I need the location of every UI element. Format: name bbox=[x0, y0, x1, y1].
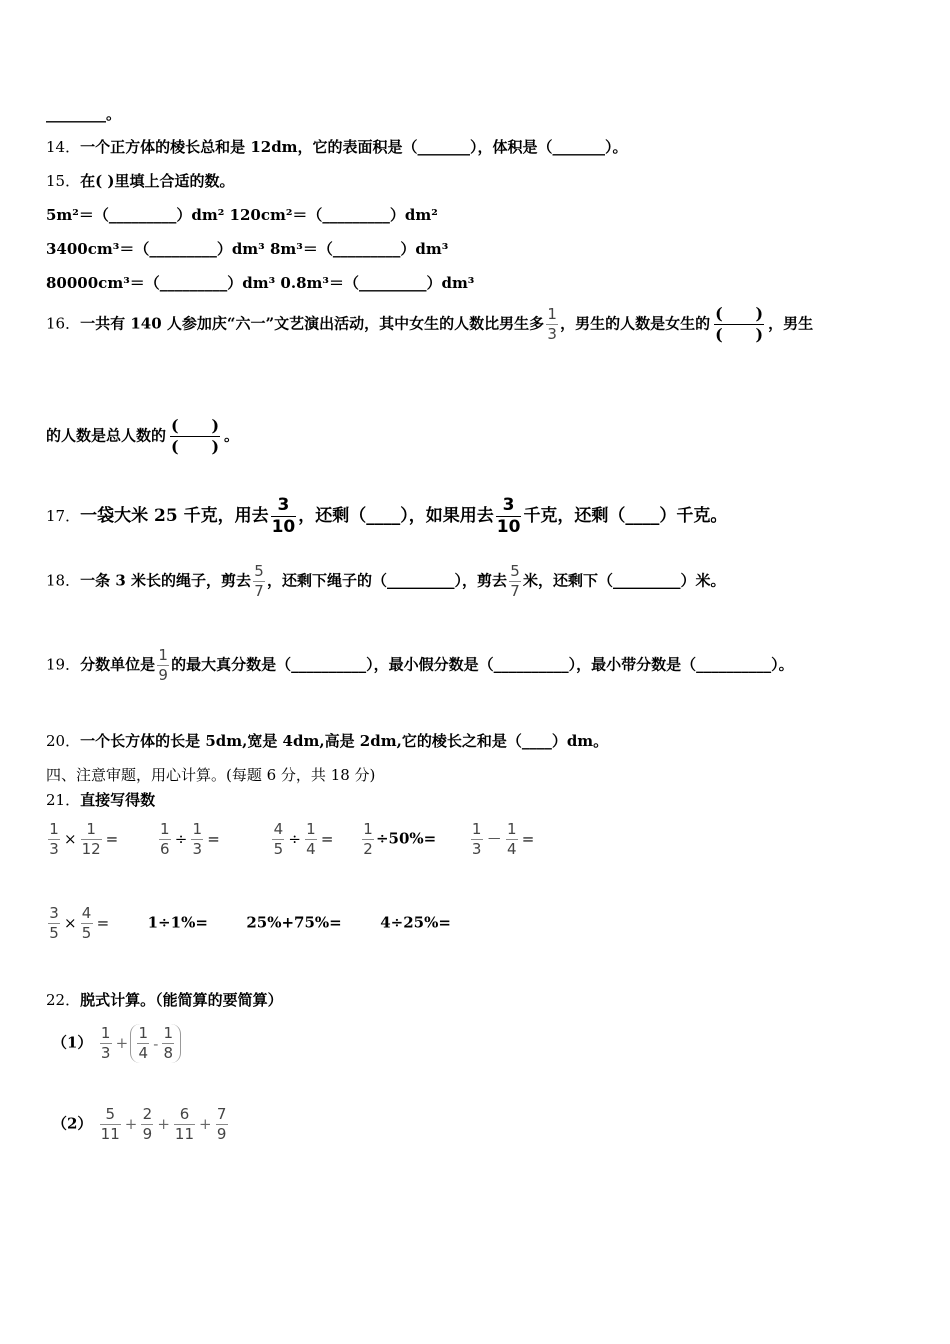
q22-part-2: （2） $\frac{5}{11}$ + $\frac{2}{9}$ + $\frac{6}{11}$ + $\frac{7}{9}$ bbox=[52, 1105, 227, 1143]
question-18: 18．一条 3 米长的绳子，剪去 $\frac{5}{7}$ ，还剩下绳子的（_________），剪去 $\frac{5}{7}$ 米，还剩下（_________）米。 bbox=[46, 562, 726, 600]
fraction: $\frac{1}{12}$ bbox=[81, 820, 101, 858]
question-number: 18． bbox=[46, 571, 81, 590]
fraction: $\frac{1}{4}$ bbox=[306, 820, 316, 858]
fraction: $\frac{3}{5}$ bbox=[49, 904, 59, 942]
fraction: $\frac{1}{2}$ bbox=[363, 820, 373, 858]
q13-tail: ________。 bbox=[46, 105, 122, 123]
question-title: 在( )里填上合适的数。 bbox=[80, 172, 235, 190]
fraction: $\frac{1}{3}$ bbox=[100, 1024, 111, 1062]
question-number: 16． bbox=[46, 314, 81, 333]
fraction: $\frac{1}{4}$ bbox=[506, 820, 517, 858]
question-number: 19． bbox=[46, 655, 81, 674]
fraction: $\frac{1}{8}$ bbox=[163, 1024, 174, 1062]
question-22: 22．脱式计算。（能简算的要简算） bbox=[46, 991, 283, 1009]
question-number: 20． bbox=[46, 732, 81, 750]
fraction: $\frac{3}{10}$ bbox=[496, 495, 521, 537]
section-heading: 四、注意审题，用心计算。(每题 6 分，共 18 分) bbox=[46, 766, 376, 784]
q15-row-3: 80000cm³＝（_________）dm³ 0.8m³＝（_________）dm³ bbox=[46, 274, 475, 292]
fraction-blank[interactable]: $\frac{( )}{( )}$ bbox=[171, 416, 220, 456]
question-19: 19．分数单位是 $\frac{1}{9}$ 的最大真分数是（__________），最小假分数是（__________），最小带分数是（__________）。 bbox=[46, 646, 794, 684]
fraction: $\frac{1}{9}$ bbox=[158, 646, 168, 684]
fraction: $\frac{5}{11}$ bbox=[100, 1105, 120, 1143]
question-14 bbox=[46, 137, 628, 157]
fraction: $\frac{2}{9}$ bbox=[142, 1105, 153, 1143]
fraction: $\frac{7}{9}$ bbox=[216, 1105, 227, 1143]
q15-row-1: 5m²＝（_________）dm² 120cm²＝（_________）dm² bbox=[46, 206, 438, 224]
question-21: 21．直接写得数 bbox=[46, 791, 156, 809]
fraction: $\frac{1}{6}$ bbox=[159, 820, 170, 858]
fraction: $\frac{1}{3}$ bbox=[192, 820, 203, 858]
fraction: $\frac{5}{7}$ bbox=[254, 562, 264, 600]
fraction: $\frac{1}{3}$ bbox=[49, 820, 59, 858]
question-16-cont: 的人数是总人数的 $\frac{( )}{( )}$ 。 bbox=[46, 416, 240, 456]
fraction: $\frac{4}{5}$ bbox=[273, 820, 284, 858]
question-number: 21． bbox=[46, 791, 81, 809]
question-number: 15． bbox=[46, 172, 81, 190]
fraction: $\frac{6}{11}$ bbox=[174, 1105, 195, 1143]
question-text: 一个正方体的棱长总和是 12dm，它的表面积是（_______），体积是（_______）。 bbox=[80, 138, 628, 156]
question-15 bbox=[46, 171, 235, 191]
question-20: 20．一个长方体的长是 5dm,宽是 4dm,高是 2dm,它的棱长之和是（____）dm。 bbox=[46, 732, 609, 750]
fraction: $\frac{3}{10}$ bbox=[271, 495, 296, 537]
q21-row-1: $\frac{1}{3}$ × $\frac{1}{12}$ = $\frac{1}{6}$ ÷ $\frac{1}{3}$ = $\frac{4}{5}$ ÷ $\frac{1}{4}$ = $\frac{1}{2}$ ÷50%= $\frac{1}{3}$ － $\frac{1}{4}$ = bbox=[49, 820, 535, 858]
question-number: 14． bbox=[46, 138, 81, 156]
question-number: 22． bbox=[46, 991, 81, 1009]
question-16: 16．一共有 140 人参加庆“六一”文艺演出活动，其中女生的人数比男生多 $\frac{1}{3}$ ，男生的人数是女生的 $\frac{( )}{( )}$ ，男生 bbox=[46, 304, 814, 344]
fraction: $\frac{4}{5}$ bbox=[81, 904, 92, 942]
fraction: $\frac{5}{7}$ bbox=[510, 562, 520, 600]
fraction: $\frac{1}{3}$ bbox=[547, 305, 557, 343]
question-17: 17．一袋大米 25 千克，用去 $\frac{3}{10}$ ，还剩（____），如果用去 $\frac{3}{10}$ 千克，还剩（____）千克。 bbox=[46, 495, 728, 537]
q21-row-2: $\frac{3}{5}$ × $\frac{4}{5}$ = 1÷1%= 25%+75%= 4÷25%= bbox=[49, 904, 451, 942]
question-number: 17． bbox=[46, 507, 81, 525]
fraction: $\frac{1}{3}$ bbox=[471, 820, 482, 858]
parentheses-group: $\frac{1}{4}$ - $\frac{1}{8}$ bbox=[130, 1024, 181, 1063]
q22-part-1: （1） $\frac{1}{3}$ + $\frac{1}{4}$ - $\frac{1}{8}$ bbox=[52, 1024, 181, 1063]
q15-row-2: 3400cm³＝（_________）dm³ 8m³＝（_________）dm³ bbox=[46, 240, 449, 258]
fraction: $\frac{1}{4}$ bbox=[138, 1024, 149, 1062]
fraction-blank[interactable]: $\frac{( )}{( )}$ bbox=[715, 304, 764, 344]
